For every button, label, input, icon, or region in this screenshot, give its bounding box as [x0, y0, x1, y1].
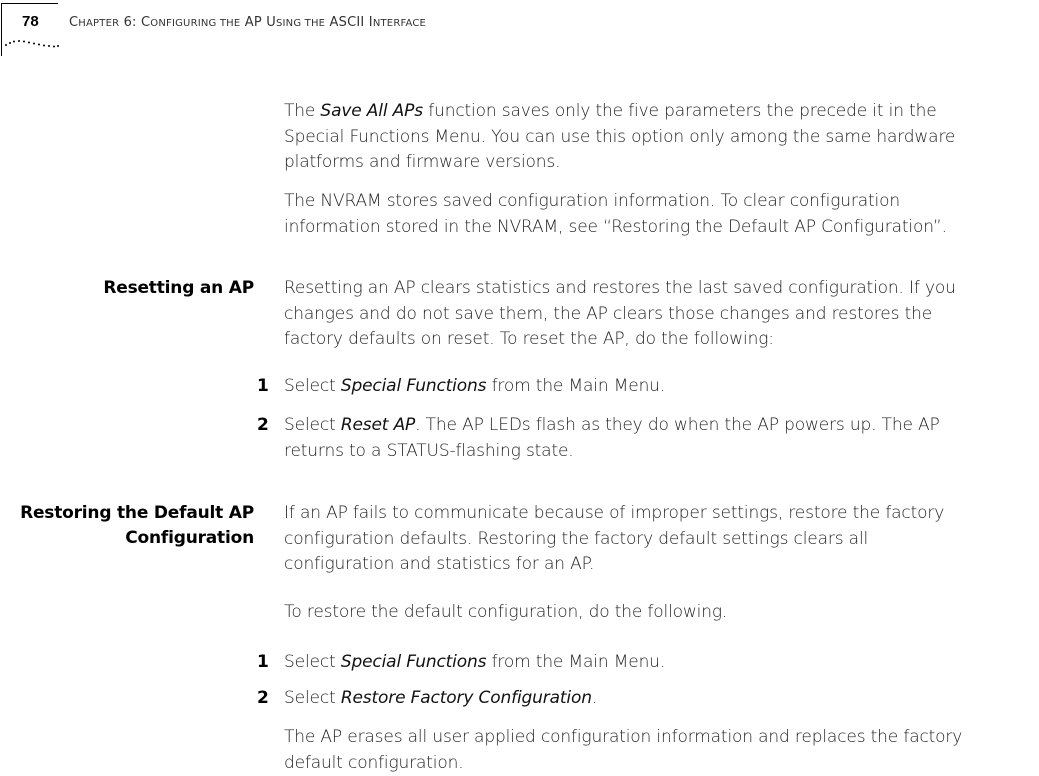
- restore-body: [284, 501, 1039, 578]
- intro-p1-line-3: platforms and firmware versions.: [284, 150, 1039, 176]
- restore-body-line-1: If an AP fails to communicate because of improper settings, restore the factory: [284, 501, 1039, 527]
- restore-step-1-number: 1: [257, 650, 271, 676]
- restore-closing-line-2: default configuration.: [284, 751, 1039, 776]
- page-number: 78: [22, 13, 39, 30]
- restore-step-2: Select Restore Factory Configuration.: [284, 686, 1039, 712]
- intro-p1-line-1: The Save All APs function saves only the five parameters the precede it in the: [284, 99, 1039, 125]
- dotted-corner-decoration: [4, 36, 60, 52]
- intro-paragraph-1: [284, 99, 1039, 176]
- reset-body-line-1: Resetting an AP clears statistics and restores the last saved configuration. If you: [284, 276, 1039, 302]
- restore-lead: To restore the default configuration, do the following.: [284, 600, 1039, 626]
- reset-step-1: Select Special Functions from the Main Menu.: [284, 374, 1039, 400]
- reset-body-line-3: factory defaults on reset. To reset the AP, do the following:: [284, 327, 1039, 353]
- reset-step-1-number: 1: [257, 374, 271, 400]
- header-margin-rule: [1, 3, 2, 56]
- intro-p2-line-2: information stored in the NVRAM, see “Restoring the Default AP Configuration”.: [284, 215, 1039, 241]
- reset-body: [284, 276, 1039, 353]
- header-rule: [1, 3, 58, 4]
- intro-p2-line-1: The NVRAM stores saved configuration information. To clear configuration: [284, 189, 1039, 215]
- section-heading-restoring-default: [20, 501, 254, 551]
- restore-factory-configuration-term: Restore Factory Configuration: [341, 688, 592, 708]
- reset-ap-term: Reset AP: [341, 415, 415, 435]
- reset-step-2-number: 2: [257, 413, 271, 439]
- restore-body-line-3: configuration and statistics for an AP.: [284, 552, 1039, 578]
- special-functions-term: Special Functions: [341, 376, 487, 396]
- restore-body-line-2: configuration defaults. Restoring the factory default settings clears all: [284, 527, 1039, 553]
- restore-heading-line-1: Restoring the Default AP: [20, 501, 254, 526]
- running-header: CHAPTER 6: CONFIGURING THE AP USING THE ASCII INTERFACE: [69, 15, 426, 30]
- reset-step-2: Select Reset AP. The AP LEDs flash as they do when the AP powers up. The AP returns to a STATUS-flashing state.: [284, 413, 1039, 464]
- special-functions-term-2: Special Functions: [341, 652, 487, 672]
- reset-step-2-line-2: returns to a STATUS-flashing state.: [284, 439, 1039, 465]
- save-all-aps-term: Save All APs: [320, 101, 423, 121]
- restore-heading-line-2: Configuration: [20, 526, 254, 551]
- section-heading-resetting-an-ap: Resetting an AP: [103, 276, 254, 301]
- restore-step-2-number: 2: [257, 686, 271, 712]
- restore-closing-line-1: The AP erases all user applied configuration information and replaces the factory: [284, 725, 1039, 751]
- restore-closing: [284, 725, 1039, 776]
- restore-step-1: Select Special Functions from the Main Menu.: [284, 650, 1039, 676]
- reset-body-line-2: changes and do not save them, the AP clears those changes and restores the: [284, 302, 1039, 328]
- intro-paragraph-2: [284, 189, 1039, 240]
- intro-p1-line-2: Special Functions Menu. You can use this option only among the same hardware: [284, 125, 1039, 151]
